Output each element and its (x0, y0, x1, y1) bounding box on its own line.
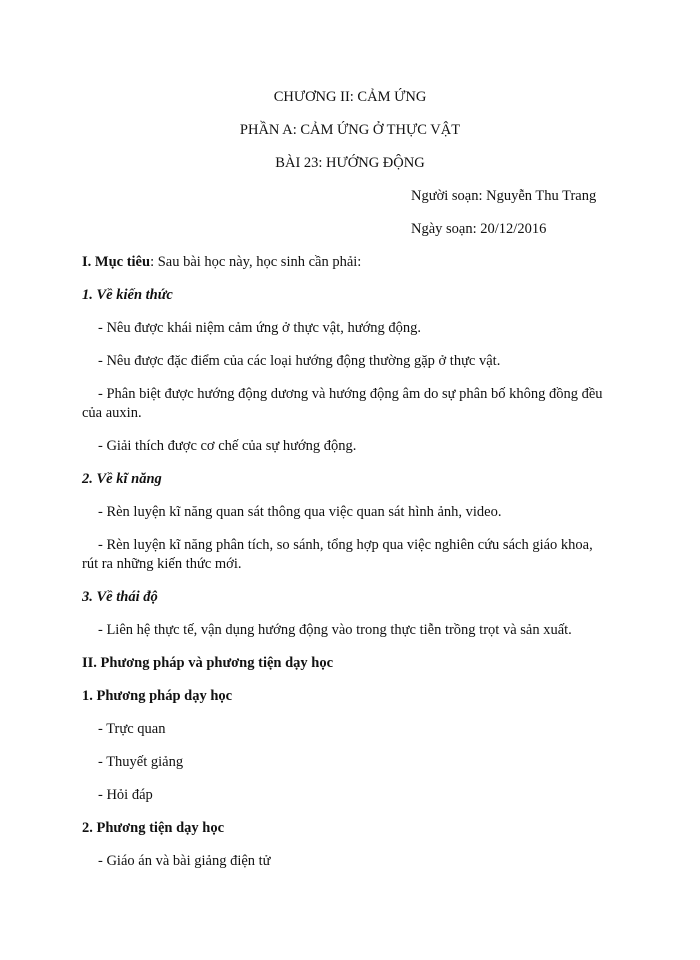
part-title: PHẦN A: CẢM ỨNG Ở THỰC VẬT (239, 122, 461, 138)
objectives-heading-text: : Sau bài học này, học sinh cần phải: (150, 254, 362, 270)
teaching-means-item: - Giáo án và bài giảng điện tử (98, 853, 271, 869)
objectives-heading-label: I. Mục tiêu (82, 254, 151, 270)
knowledge-item-continuation: của auxin. (82, 405, 142, 421)
date-line: Ngày soạn: 20/12/2016 (411, 221, 547, 237)
skills-title: 2. Về kĩ năng (82, 471, 162, 487)
knowledge-item: - Nêu được khái niệm cảm ứng ở thực vật, hướng động. (98, 320, 422, 336)
attitude-title: 3. Về thái độ (82, 589, 158, 605)
skills-item-continuation: rút ra những kiến thức mới. (82, 556, 242, 572)
author-line: Người soạn: Nguyễn Thu Trang (411, 188, 597, 204)
knowledge-title: 1. Về kiến thức (82, 287, 173, 303)
teaching-means-title: 2. Phương tiện dạy học (82, 820, 225, 836)
objectives-heading (82, 253, 361, 271)
chapter-title: CHƯƠNG II: CẢM ỨNG (273, 89, 427, 105)
methods-heading: II. Phương pháp và phương tiện dạy học (82, 655, 334, 671)
knowledge-item: - Nêu được đặc điểm của các loại hướng động thường gặp ở thực vật. (98, 353, 501, 369)
skills-item: - Rèn luyện kĩ năng phân tích, so sánh, tổng hợp qua việc nghiên cứu sách giáo khoa, (98, 537, 593, 553)
teaching-method-item: - Hỏi đáp (98, 787, 153, 803)
skills-item: - Rèn luyện kĩ năng quan sát thông qua việc quan sát hình ảnh, video. (98, 504, 502, 520)
knowledge-item: - Giải thích được cơ chế của sự hướng động. (98, 438, 357, 454)
teaching-method-item: - Thuyết giảng (98, 754, 184, 770)
teaching-methods-title: 1. Phương pháp dạy học (82, 688, 233, 704)
lesson-title: BÀI 23: HƯỚNG ĐỘNG (275, 155, 425, 171)
attitude-item: - Liên hệ thực tế, vận dụng hướng động vào trong thực tiễn trồng trọt và sản xuất. (98, 622, 572, 638)
knowledge-item: - Phân biệt được hướng động dương và hướng động âm do sự phân bố không đồng đều (98, 386, 603, 402)
teaching-method-item: - Trực quan (98, 721, 166, 737)
